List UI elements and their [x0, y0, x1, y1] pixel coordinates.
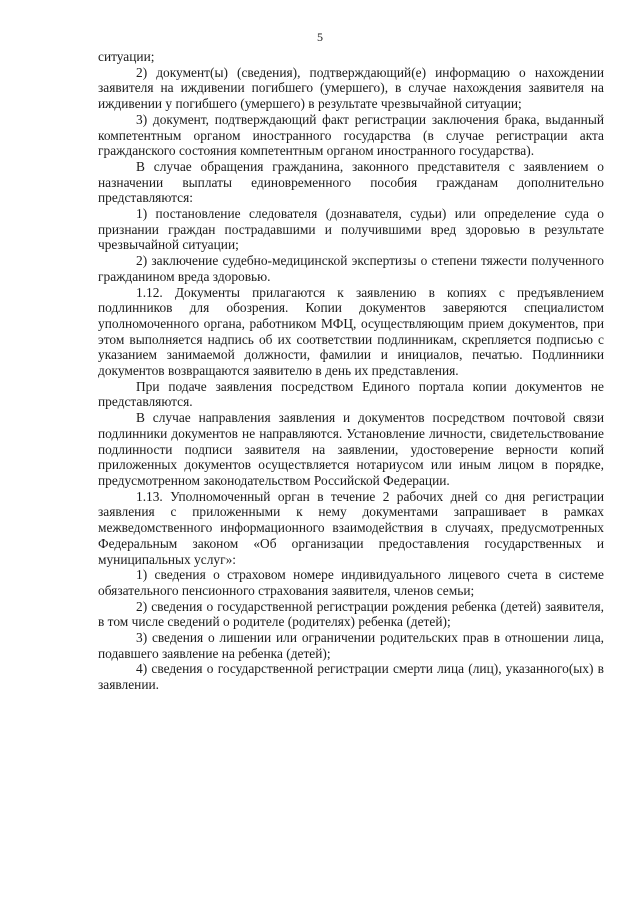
- paragraph-postal: В случае направления заявления и документов посредством почтовой связи подлинники документов не направляются. Установление личности, свидетельствование подлинности подписи заявителя на заявлении, удостоверение верности копий приложенных документов осуществляется нотариусом или иным лицом в порядке, предусмотренном законодательством Российской Федерации.: [98, 410, 604, 488]
- paragraph-item-2-dependency: 2) документ(ы) (сведения), подтверждающий(е) информацию о нахождении заявителя на иждивении погибшего (умершего), в случае нахождения заявителя на иждивении у погибшего (умершего) в результате чрезвычайной ситуации;: [98, 64, 604, 112]
- paragraph-additional-item-2: 2) заключение судебно-медицинской экспертизы о степени тяжести полученного гражданином вреда здоровью.: [98, 253, 604, 284]
- paragraph-request-item-1: 1) сведения о страховом номере индивидуального лицевого счета в системе обязательного пенсионного страхования заявителя, членов семьи;: [98, 567, 604, 598]
- paragraph-additional-docs: В случае обращения гражданина, законного представителя с заявлением о назначении выплаты единовременного пособия гражданам дополнительно представляются:: [98, 158, 604, 206]
- paragraph-request-item-2: 2) сведения о государственной регистрации рождения ребенка (детей) заявителя, в том числе сведений о родителе (родителях) ребенка (детей);: [98, 598, 604, 630]
- paragraph-request-item-3: 3) сведения о лишении или ограничении родительских прав в отношении лица, подавшего заявление на ребенка (детей);: [98, 630, 604, 661]
- paragraph-item-3-marriage: 3) документ, подтверждающий факт регистрации заключения брака, выданный компетентным органом иностранного государства (в случае регистрации акта гражданского состояния компетентным органом иностранного государства).: [98, 111, 604, 159]
- paragraph-additional-item-1: 1) постановление следователя (дознавателя, судьи) или определение суда о признании граждан пострадавшими и получившими вред здоровью в результате чрезвычайной ситуации;: [98, 206, 604, 253]
- page-number: 5: [317, 30, 323, 44]
- paragraph-request-item-4: 4) сведения о государственной регистрации смерти лица (лиц), указанного(ых) в заявлении.: [98, 661, 604, 693]
- paragraph-section-1-12: 1.12. Документы прилагаются к заявлению в копиях с предъявлением подлинников для обозрения. Копии документов заверяются специалистом уполномоченного органа, работником МФЦ, осуществляющим прием документов, при этом выполняется надпись об их соответствии подлинникам, скрепляется подписью с указанием занимаемой должности, фамилии и инициалов, печатью. Подлинники документов возвращаются заявителю в день их представления.: [98, 284, 604, 379]
- paragraph-section-1-13: 1.13. Уполномоченный орган в течение 2 рабочих дней со дня регистрации заявления с приложенными к нему документами запрашивает в рамках межведомственного информационного взаимодействия в случаях, предусмотренных Федеральным законом «Об организации предоставления государственных и муниципальных услуг»:: [98, 488, 604, 567]
- document-body: [98, 49, 604, 693]
- paragraph-unified-portal: При подаче заявления посредством Единого портала копии документов не представляются.: [98, 378, 604, 410]
- paragraph-continuation: ситуации;: [98, 49, 155, 64]
